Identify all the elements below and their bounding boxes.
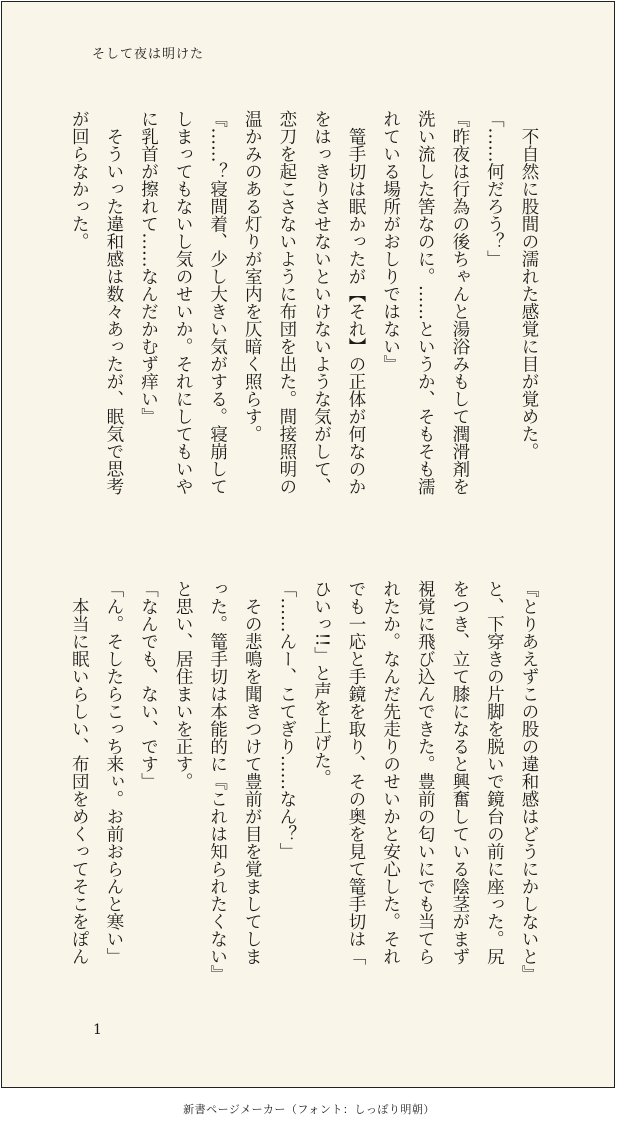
book-page — [1, 1, 615, 1088]
text-line: 本当に眠いらしい、布団をめくってそこをぽん — [69, 580, 90, 965]
text-line: 不自然に股間の濡れた感覚に目が覚めた。 — [519, 110, 539, 460]
text-line: った。篭手切は本能的に『これは知られたくない』 — [207, 580, 228, 983]
text-line: ひいっ!!」と声を上げた。 — [311, 580, 332, 787]
generator-credit: 新書ページメーカー（フォント：しっぽり明朝） — [183, 1103, 435, 1116]
text-line: しまってもないし気のせいか。それにしてもいや — [173, 110, 194, 495]
text-line: れている場所がおしりではない』 — [380, 110, 401, 373]
text-line: 『昨夜は行為の後ちゃんと湯浴みもして潤滑剤を — [449, 110, 470, 495]
text-line: をはっきりさせないといけないような気がして、 — [311, 110, 332, 495]
text-line: と、下穿きの片脚を脱いで鏡台の前に座った。尻 — [484, 580, 505, 965]
text-line: 「……んー、こてぎり……なん？」 — [276, 580, 297, 860]
text-line: そういった違和感は数々あったが、眠気で思考 — [103, 110, 124, 495]
text-line: をつき、立て膝になると興奮している陰茎がまず — [449, 580, 470, 965]
page-number: 1 — [93, 1022, 102, 1038]
text-line: 『……？寝間着、少し大きい気がする。寝崩して — [207, 110, 228, 495]
text-line: でも一応と手鏡を取り、その奥を見て篭手切は「 — [346, 580, 367, 965]
upper-text-block — [69, 110, 546, 540]
text-line: 洗い流した筈なのに。……というか、そもそも濡 — [415, 110, 436, 495]
text-line: 視覚に飛び込んできた。豊前の匂いにでも当てら — [415, 580, 436, 965]
running-title: そして夜は明けた — [92, 47, 205, 62]
text-line: が回らなかった。 — [69, 110, 90, 250]
text-line: に乳首が擦れて……なんだかむず痒い』 — [138, 110, 159, 425]
text-line: 「ん。そしたらこっち来ぃ。お前おらんと寒い」 — [103, 580, 124, 965]
text-line: れたか。なんだ先走りのせいかと安心した。それ — [380, 580, 401, 965]
text-line: その悲鳴を聞きつけて豊前が目を覚ましてしま — [242, 580, 263, 965]
lower-text-block — [69, 580, 546, 1010]
text-line: 「……何だろう？」 — [484, 110, 505, 268]
text-line: 篭手切は眠かったが【それ】の正体が何なのか — [346, 110, 367, 495]
text-line: 温かみのある灯りが室内を仄暗く照らす。 — [242, 110, 263, 443]
text-line: 恋刀を起こさないように布団を出た。間接照明の — [276, 110, 297, 495]
text-line: 『とりあえずこの股の違和感はどうにかしないと』 — [519, 580, 539, 983]
text-line: 「なんでも、ない、です」 — [138, 580, 159, 790]
text-line: と思い、居住まいを正す。 — [173, 580, 194, 790]
